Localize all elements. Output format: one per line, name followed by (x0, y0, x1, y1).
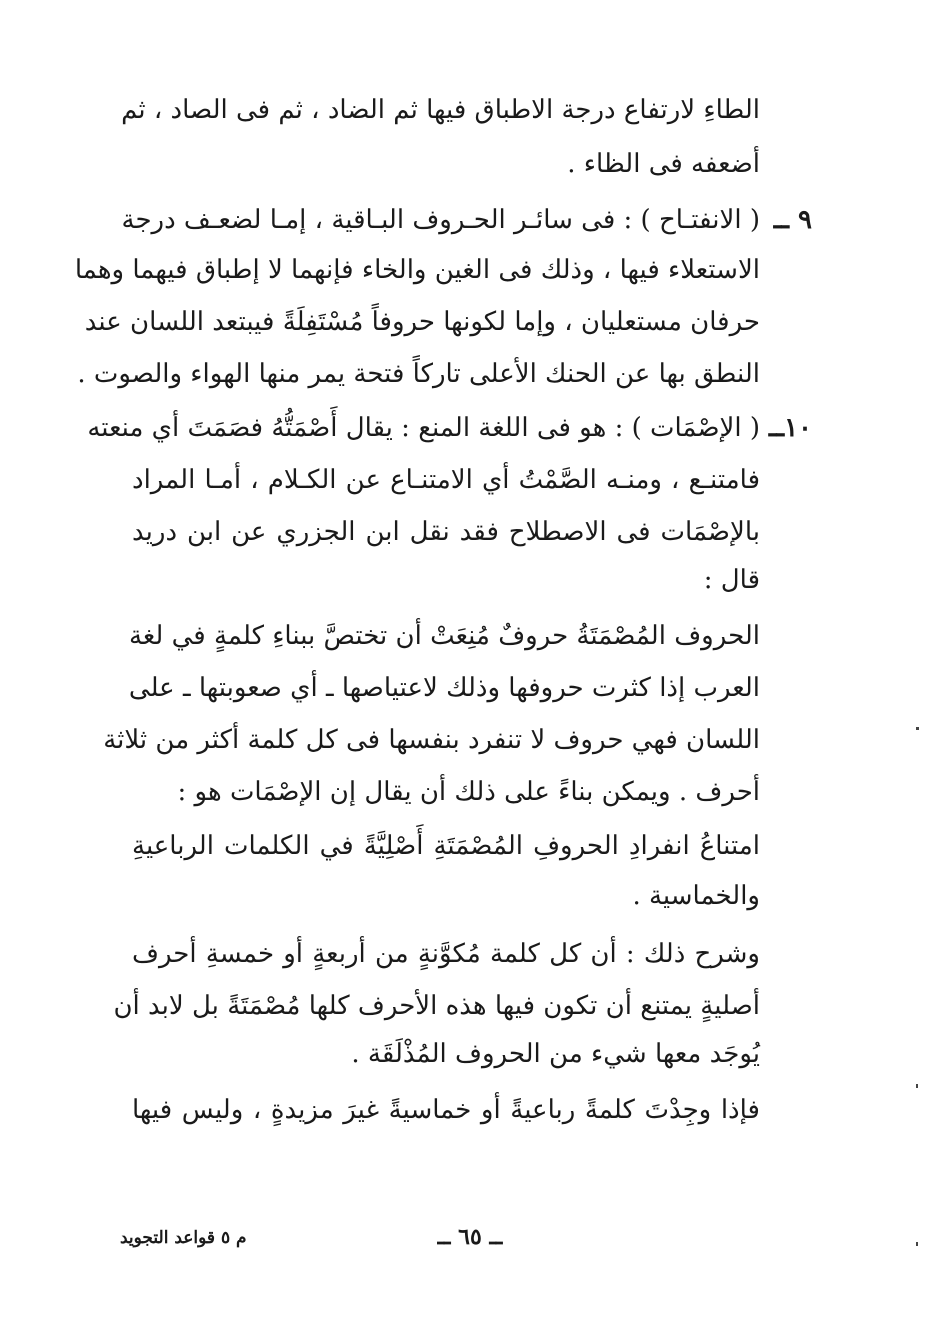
quote-1-line-3: اللسان فهي حروف لا تنفرد بنفسها فى كل كلمة أكثر من ثلاثة (103, 725, 760, 755)
item-10-line-3: بالإصْمَات فى الاصطلاح فقد نقل ابن الجزري عن ابن دريد (132, 517, 760, 547)
scan-speck (916, 1084, 918, 1088)
item-9-line-4: النطق بها عن الحنك الأعلى تاركاً فتحة يمر منها الهواء والصوت . (77, 359, 760, 389)
item-9-line-2: الاستعلاء فيها ، وذلك فى الغين والخاء فإنهما لا إطباق فيهما وهما (74, 255, 760, 285)
intro-line-1: الطاءِ لارتفاع درجة الاطباق فيها ثم الضاد ، ثم فى الصاد ، ثم (121, 95, 760, 125)
footer-signature: م ٥ قواعد التجويد (120, 1228, 247, 1248)
quote-2-line-1: امتناعُ انفرادِ الحروفِ المُصْمَتَةِ أَصْلِيَّةً في الكلمات الرباعيةِ (132, 831, 760, 861)
item-10-line-2: فامتنـع ، ومنـه الصَّمْتُ أي الامتنـاع عن الكـلام ، أمـا المراد (132, 465, 760, 495)
scan-speck (916, 727, 919, 730)
para-4-line-1: فإذا وجِدْتَ كلمةً رباعيةً أو خماسيةً غيرَ مزيدةٍ ، وليس فيها (132, 1095, 760, 1125)
item-10-line-1: ( الإصْمَات ) : هو فى اللغة المنع : يقال أَصْمَتُّهُ فصَمَتَ أي منعته (87, 413, 760, 443)
para-3-line-1: وشرح ذلك : أن كل كلمة مُكوَّنةٍ من أربعةٍ أو خمسةِ أحرف (132, 939, 760, 969)
item-9-line-1: ( الانفتـاح ) : فى سائـر الحـروف البـاقية ، إمـا لضعـف درجة (121, 205, 760, 235)
page-number: ــ ٦٥ ــ (437, 1224, 503, 1250)
item-9-number: ٩ ــ (773, 205, 812, 235)
quote-1-line-4: أحرف . ويمكن بناءً على ذلك أن يقال إن الإصْمَات هو : (177, 777, 760, 807)
scan-speck (916, 1242, 918, 1246)
item-10-line-4: قال : (703, 565, 760, 595)
para-3-line-3: يُوجَد معها شيء من الحروف المُذْلَقَة . (351, 1039, 760, 1069)
quote-2-line-2: والخماسية . (632, 881, 760, 911)
item-9-line-3: حرفان مستعليان ، وإما لكونها حروفاً مُسْتَفِلَةً فيبتعد اللسان عند (84, 307, 760, 337)
para-3-line-2: أصليةٍ يمتنع أن تكون فيها هذه الأحرف كلها مُصْمَتَةً بل لابد أن (113, 991, 760, 1021)
item-10-number: ١٠ــ (768, 413, 812, 443)
quote-1-line-2: العرب إذا كثرت حروفها وذلك لاعتياصها ـ أي صعوبتها ـ على (128, 673, 760, 703)
intro-line-2: أضعفه فى الظاء . (567, 149, 760, 179)
quote-1-line-1: الحروف المُصْمَتَةُ حروفٌ مُنِعَتْ أن تختصَّ ببناءِ كلمةٍ في لغة (128, 621, 760, 651)
